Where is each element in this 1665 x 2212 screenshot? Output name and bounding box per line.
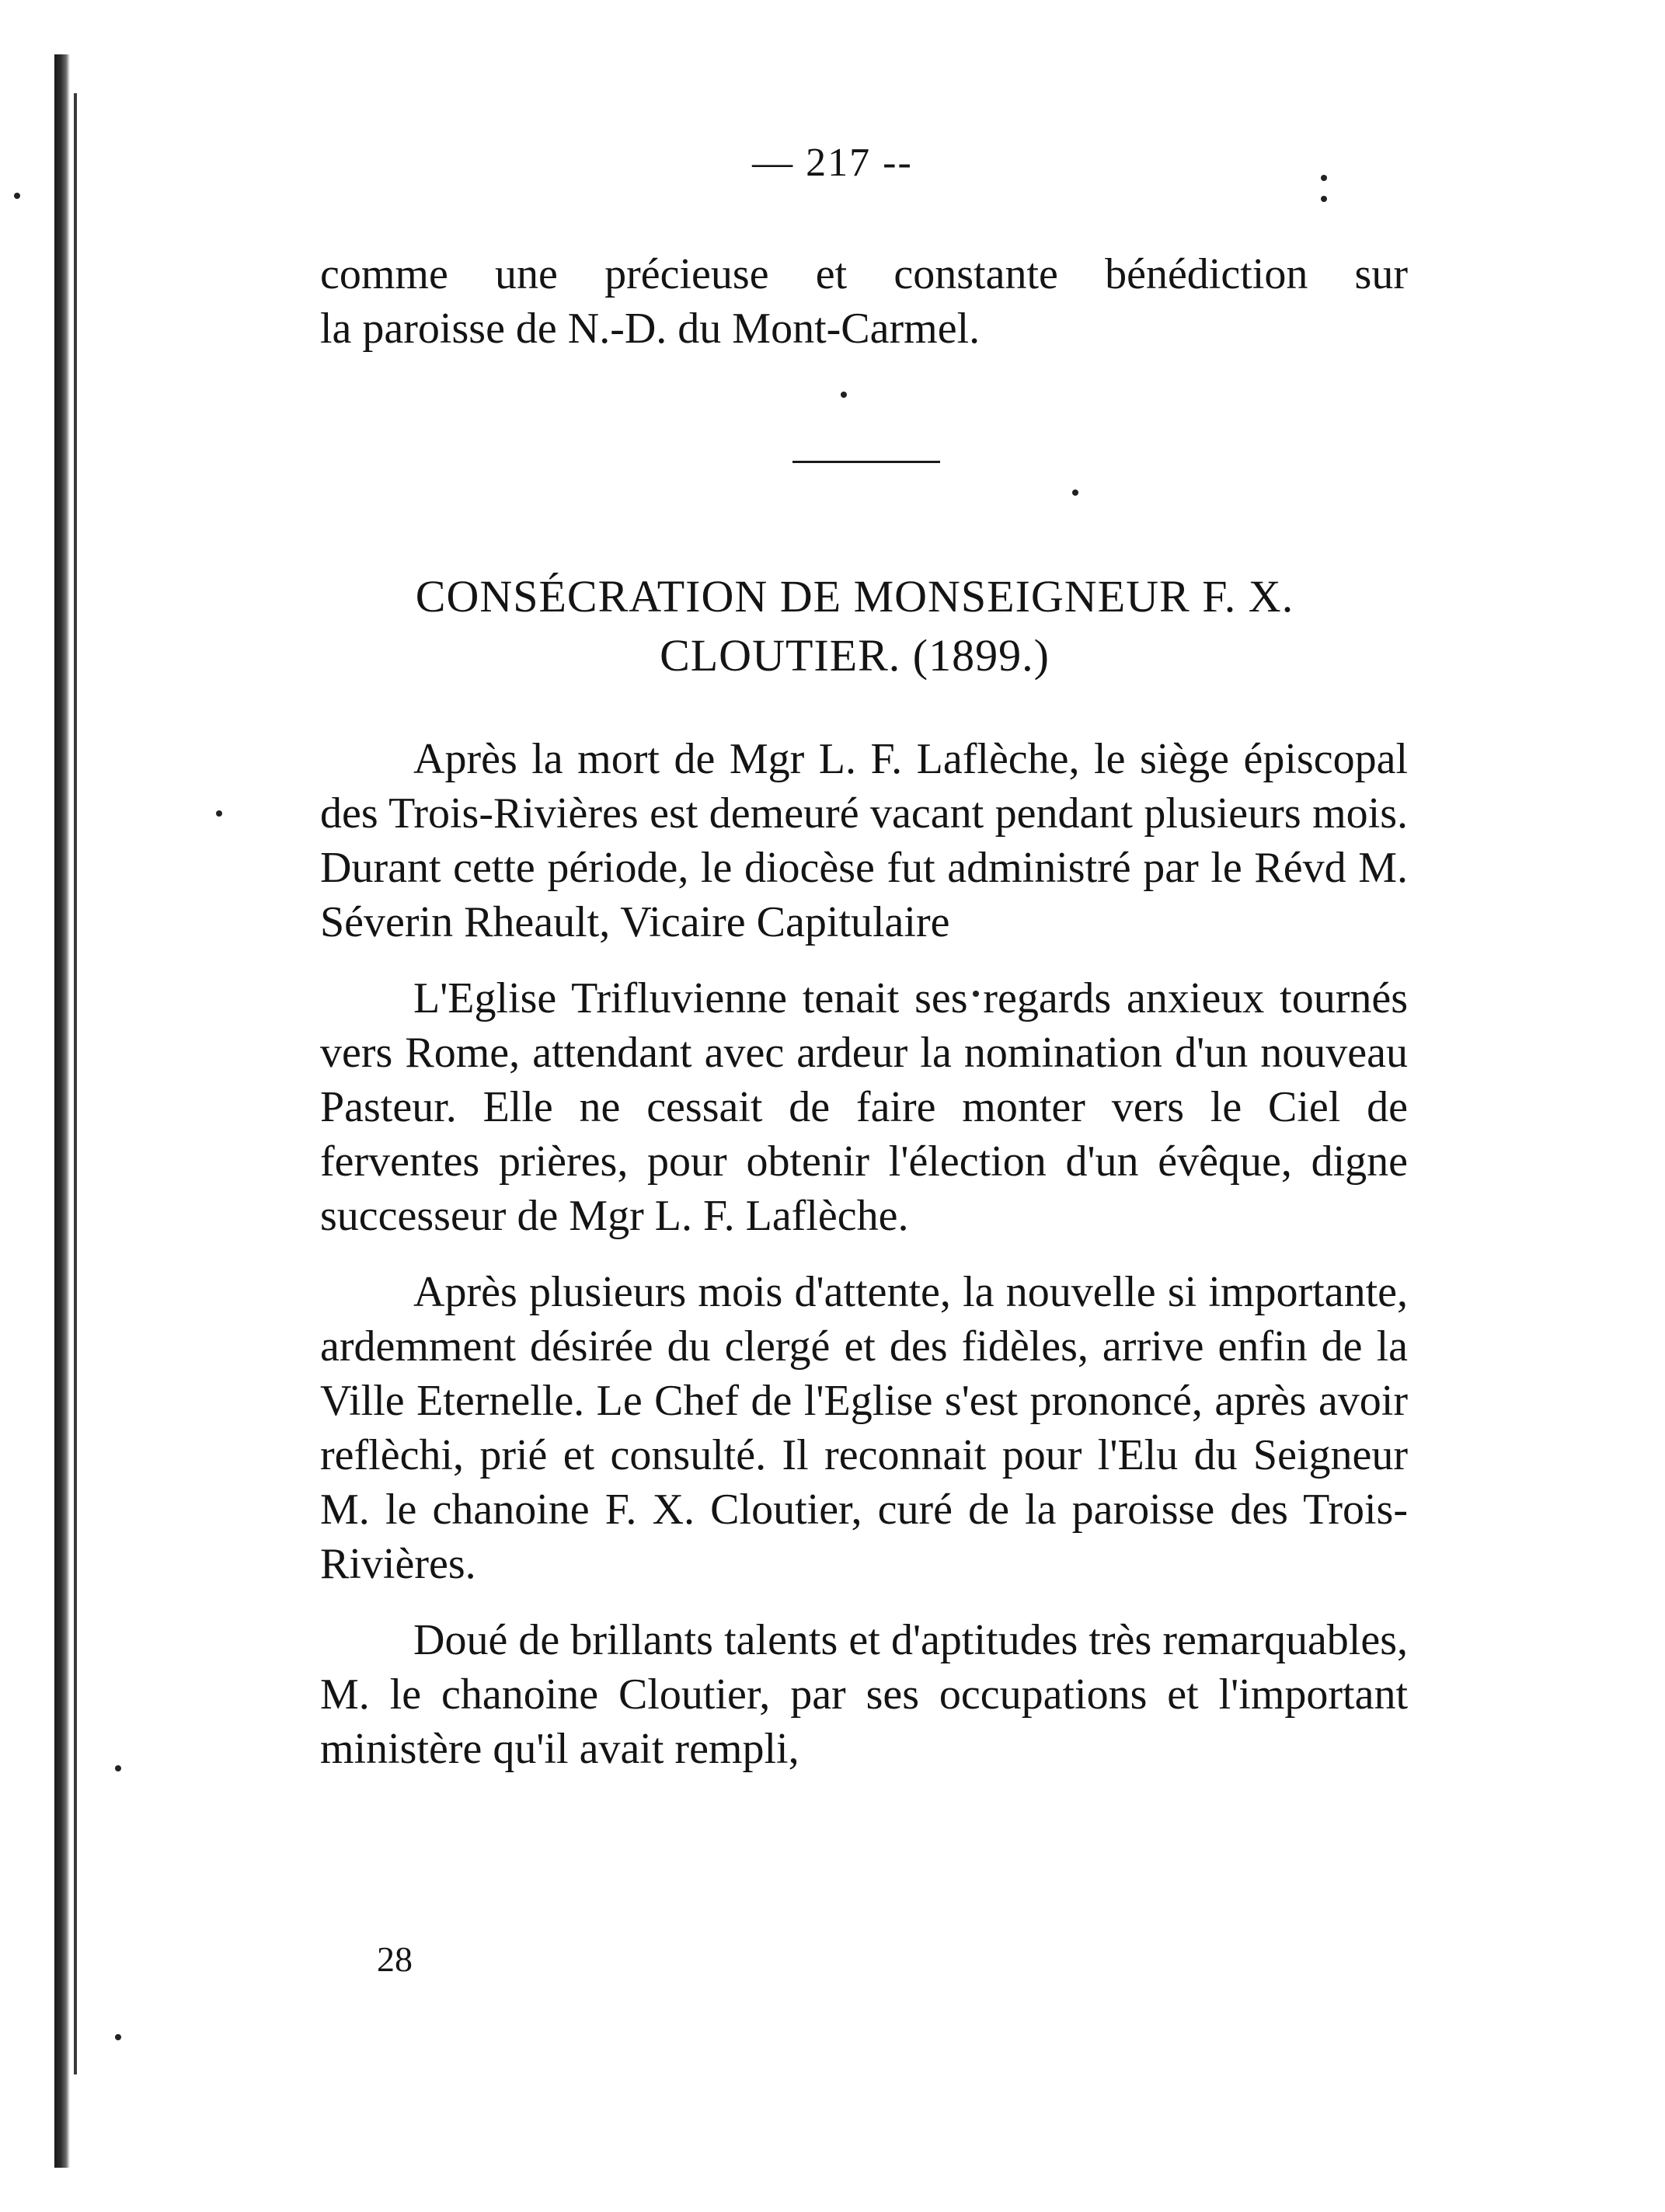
scan-speck <box>1321 196 1327 202</box>
section-title <box>233 567 1476 685</box>
signature-mark: 28 <box>377 1939 413 1979</box>
scan-speck <box>115 1765 121 1771</box>
scan-speck <box>115 2034 121 2040</box>
paragraph: L'Eglise Trifluvienne tenait ses regards anxieux tournés vers Rome, attendant avec ardeur la nomination d'un nouveau Pasteur. Elle ne cessait de faire monter vers le Ciel de ferventes prières, pour obtenir l'élection d'un évêque, digne successeur de Mgr L. F. Laflèche. <box>320 974 1408 1240</box>
section-divider-rule <box>792 461 940 463</box>
title-line-2: CLOUTIER. (1899.) <box>660 630 1050 681</box>
body-paragraphs <box>320 732 1408 1776</box>
binding-shadow-line <box>74 93 77 2074</box>
page-number: — 217 -- <box>752 141 913 185</box>
intro-line: la paroisse de N.-D. du Mont-Carmel. <box>320 305 981 353</box>
book-binding-edge <box>54 54 70 2168</box>
intro-line: comme une précieuse et constante bénédiction sur <box>320 250 1408 298</box>
paragraph: Doué de brillants talents et d'aptitudes très remarquables, M. le chanoine Cloutier, par ses occupations et l'important ministère qu'il avait rempli, <box>320 1616 1408 1773</box>
paragraph: Après la mort de Mgr L. F. Laflèche, le siège épiscopal des Trois-Rivières est demeuré vacant pendant plusieurs mois. Durant cette période, le diocèse fut administré par le Révd M. Séverin Rheault, Vicaire Capitulaire <box>320 735 1408 946</box>
paragraph: Après plusieurs mois d'attente, la nouvelle si importante, ardemment désirée du clergé et des fidèles, arrive enfin de la Ville Eternelle. Le Chef de l'Eglise s'est prononcé, après avoir reflèchi, prié et consulté. Il reconnait pour l'Elu du Seigneur M. le chanoine F. X. Cloutier, curé de la paroisse des Trois-Rivières. <box>320 1268 1408 1588</box>
scan-speck <box>841 392 847 398</box>
scan-speck <box>14 193 20 199</box>
title-line-1: CONSÉCRATION DE MONSEIGNEUR F. X. <box>415 571 1294 622</box>
scan-speck <box>1072 489 1078 496</box>
scan-speck <box>216 810 222 817</box>
intro-text <box>320 247 1408 356</box>
